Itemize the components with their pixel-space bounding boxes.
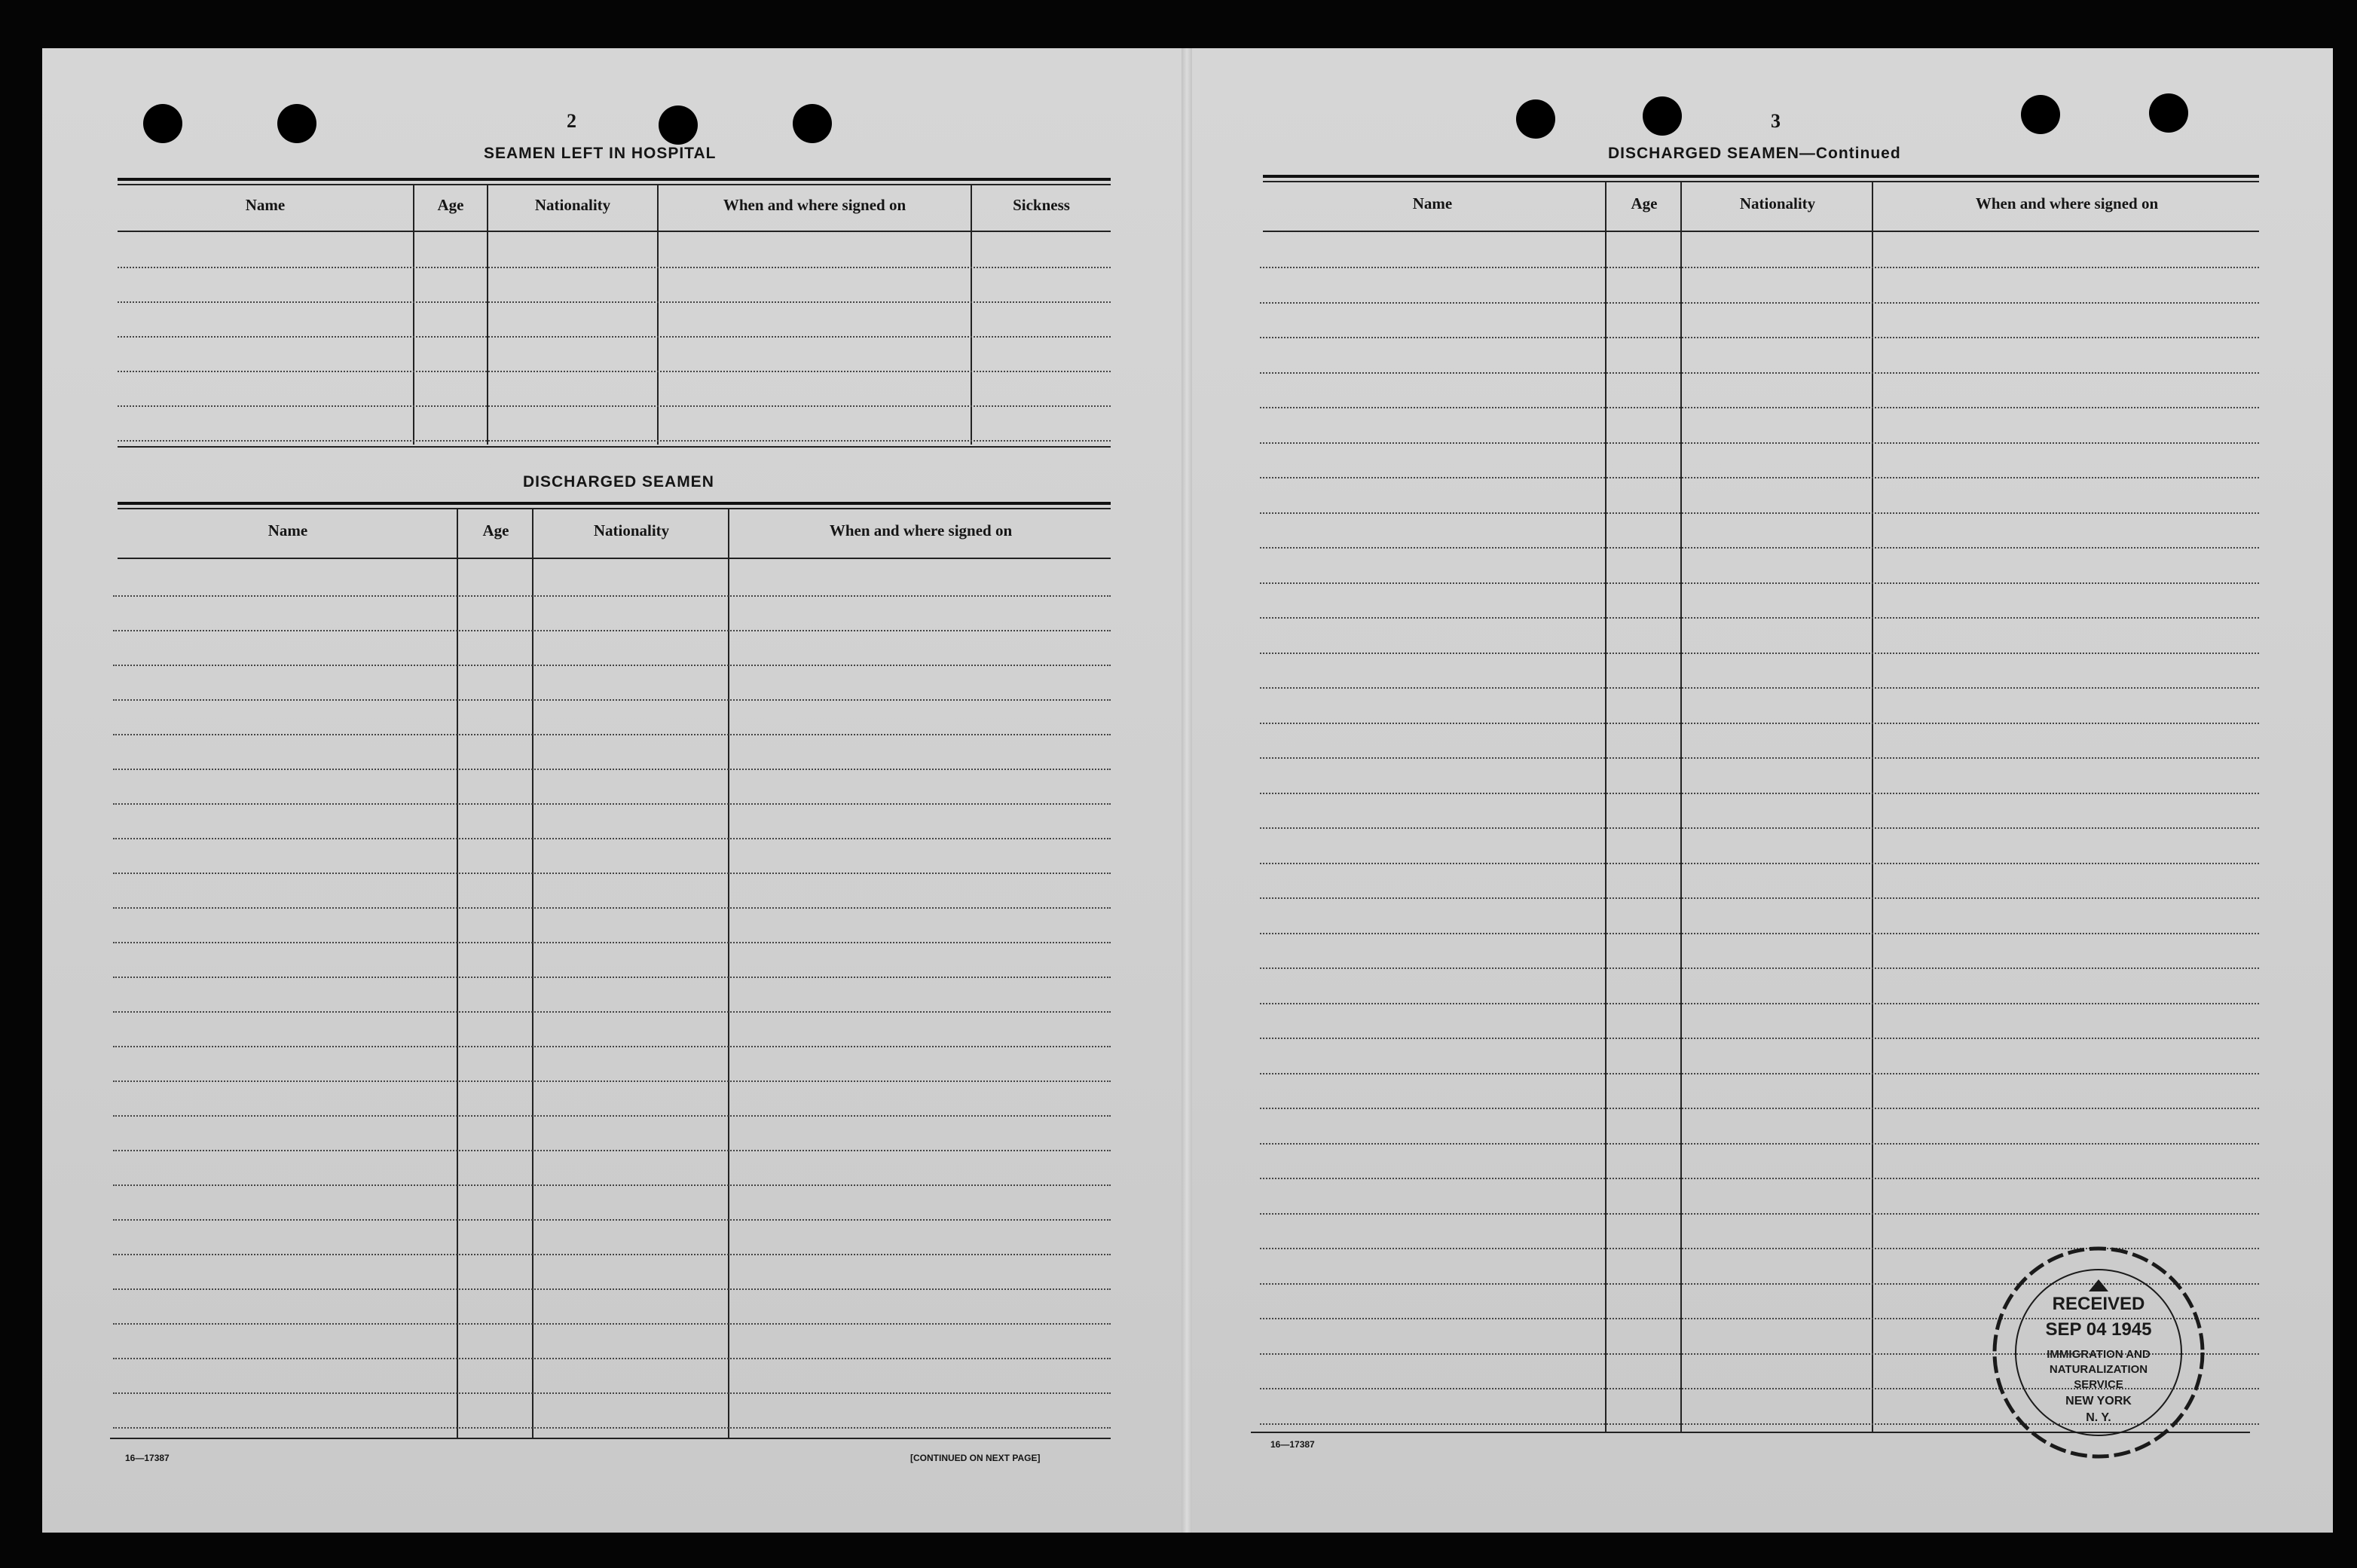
- column-header-nationality: Nationality: [534, 196, 611, 214]
- entry-row-line: [113, 769, 1111, 770]
- stamp-received: RECEIVED: [2052, 1294, 2145, 1314]
- entry-row-line: [1260, 687, 2259, 689]
- punch-hole: [659, 105, 698, 145]
- entry-row-line: [113, 838, 1111, 839]
- entry-row-line: [113, 1358, 1111, 1359]
- table-top-rule: [1263, 175, 2259, 178]
- entry-row-line: [118, 405, 1111, 407]
- punch-hole: [2021, 95, 2060, 134]
- entry-row-line: [113, 1392, 1111, 1394]
- entry-row-line: [1260, 1178, 2259, 1179]
- entry-row-line: [1260, 372, 2259, 374]
- stamp-line2: NATURALIZATION: [2049, 1363, 2148, 1376]
- entry-row-line: [113, 1080, 1111, 1082]
- stamp-line5: N. Y.: [2086, 1411, 2111, 1424]
- entry-row-line: [113, 1046, 1111, 1047]
- entry-row-line: [118, 301, 1111, 303]
- entry-row-line: [113, 734, 1111, 735]
- continued-note: [CONTINUED ON NEXT PAGE]: [910, 1453, 1041, 1463]
- column-divider: [1605, 181, 1606, 1432]
- header-rule: [1263, 231, 2259, 232]
- entry-row-line: [113, 1150, 1111, 1151]
- entry-row-line: [1260, 653, 2259, 654]
- punch-hole: [277, 104, 316, 143]
- page-number: 3: [1771, 110, 1781, 132]
- entry-row-line: [1260, 863, 2259, 864]
- table-bottom-rule: [118, 446, 1111, 448]
- stamp-line3: SERVICE: [2074, 1378, 2123, 1391]
- entry-row-line: [1260, 547, 2259, 549]
- punch-hole: [143, 104, 182, 143]
- table-top-rule: [118, 502, 1111, 505]
- title-suffix: —Continued: [1799, 145, 1901, 162]
- entry-row-line: [113, 1184, 1111, 1186]
- entry-row-line: [1260, 442, 2259, 444]
- column-header-age: Age: [482, 521, 509, 539]
- title-main: DISCHARGED SEAMEN: [1608, 145, 1799, 162]
- hospital-section-title: SEAMEN LEFT IN HOSPITAL: [484, 145, 717, 162]
- punch-hole: [793, 104, 832, 143]
- entry-row-line: [1260, 407, 2259, 408]
- entry-row-line: [113, 907, 1111, 909]
- table-bottom-rule: [110, 1438, 1111, 1439]
- entry-row-line: [113, 630, 1111, 631]
- received-stamp: [1989, 1243, 2208, 1462]
- form-number: 16—17387: [1270, 1439, 1315, 1450]
- page-number: 2: [567, 110, 576, 132]
- column-header-nationality: Nationality: [1739, 194, 1816, 212]
- column-header-age: Age: [1631, 194, 1658, 212]
- column-header-name: Name: [267, 521, 308, 539]
- form-number: 16—17387: [125, 1453, 170, 1463]
- table-top-rule: [118, 178, 1111, 181]
- entry-row-line: [113, 977, 1111, 978]
- stamp-line1: IMMIGRATION AND: [2047, 1348, 2151, 1361]
- page-fold: [1182, 48, 1192, 1533]
- entry-row-line: [113, 699, 1111, 701]
- column-divider: [1872, 181, 1873, 1432]
- entry-row-line: [1260, 337, 2259, 338]
- entry-row-line: [113, 942, 1111, 943]
- column-header-nationality: Nationality: [593, 521, 670, 539]
- column-divider: [457, 508, 458, 1438]
- entry-row-line: [1260, 267, 2259, 268]
- entry-row-line: [118, 267, 1111, 268]
- entry-row-line: [113, 1011, 1111, 1013]
- entry-row-line: [1260, 897, 2259, 899]
- entry-row-line: [1260, 967, 2259, 969]
- discharged-section-title: DISCHARGED SEAMEN: [523, 473, 714, 491]
- entry-row-line: [113, 1427, 1111, 1429]
- table-top-rule: [1263, 181, 2259, 182]
- entry-row-line: [113, 665, 1111, 666]
- entry-row-line: [1260, 1108, 2259, 1109]
- column-header-age: Age: [437, 196, 464, 214]
- entry-row-line: [118, 371, 1111, 372]
- entry-row-line: [113, 1323, 1111, 1325]
- column-header-name: Name: [245, 196, 286, 214]
- entry-row-line: [113, 1115, 1111, 1117]
- entry-row-line: [1260, 827, 2259, 829]
- entry-row-line: [1260, 1143, 2259, 1145]
- entry-row-line: [1260, 793, 2259, 794]
- table-top-rule: [118, 184, 1111, 185]
- entry-row-line: [1260, 477, 2259, 478]
- entry-row-line: [113, 803, 1111, 805]
- column-divider: [532, 508, 533, 1438]
- header-rule: [118, 231, 1111, 232]
- header-rule: [118, 558, 1111, 559]
- column-divider: [728, 508, 729, 1438]
- stamp-date: SEP 04 1945: [2045, 1319, 2152, 1340]
- entry-row-line: [1260, 1003, 2259, 1004]
- entry-row-line: [1260, 302, 2259, 304]
- punch-hole: [2149, 93, 2188, 133]
- punch-hole: [1643, 96, 1682, 136]
- entry-row-line: [1260, 1038, 2259, 1039]
- punch-hole: [1516, 99, 1555, 139]
- entry-row-line: [1260, 1073, 2259, 1074]
- entry-row-line: [118, 336, 1111, 338]
- entry-row-line: [113, 595, 1111, 597]
- entry-row-line: [1260, 723, 2259, 724]
- entry-row-line: [1260, 757, 2259, 759]
- entry-row-line: [113, 1288, 1111, 1290]
- entry-row-line: [113, 1219, 1111, 1221]
- entry-row-line: [1260, 933, 2259, 934]
- column-header-sickness: Sickness: [1013, 196, 1070, 214]
- entry-row-line: [1260, 512, 2259, 514]
- entry-row-line: [1260, 1213, 2259, 1215]
- stamp-line4: NEW YORK: [2065, 1395, 2132, 1408]
- entry-row-line: [113, 1254, 1111, 1255]
- column-header-signed-on: When and where signed on: [829, 521, 1013, 539]
- table-top-rule: [118, 508, 1111, 509]
- entry-row-line: [1260, 582, 2259, 584]
- column-header-signed-on: When and where signed on: [723, 196, 906, 214]
- discharged-continued-title: [1608, 145, 1901, 163]
- column-header-name: Name: [1412, 194, 1453, 212]
- entry-row-line: [113, 873, 1111, 874]
- column-header-signed-on: When and where signed on: [1975, 194, 2159, 212]
- column-divider: [1680, 181, 1682, 1432]
- entry-row-line: [1260, 617, 2259, 619]
- entry-row-line: [118, 440, 1111, 442]
